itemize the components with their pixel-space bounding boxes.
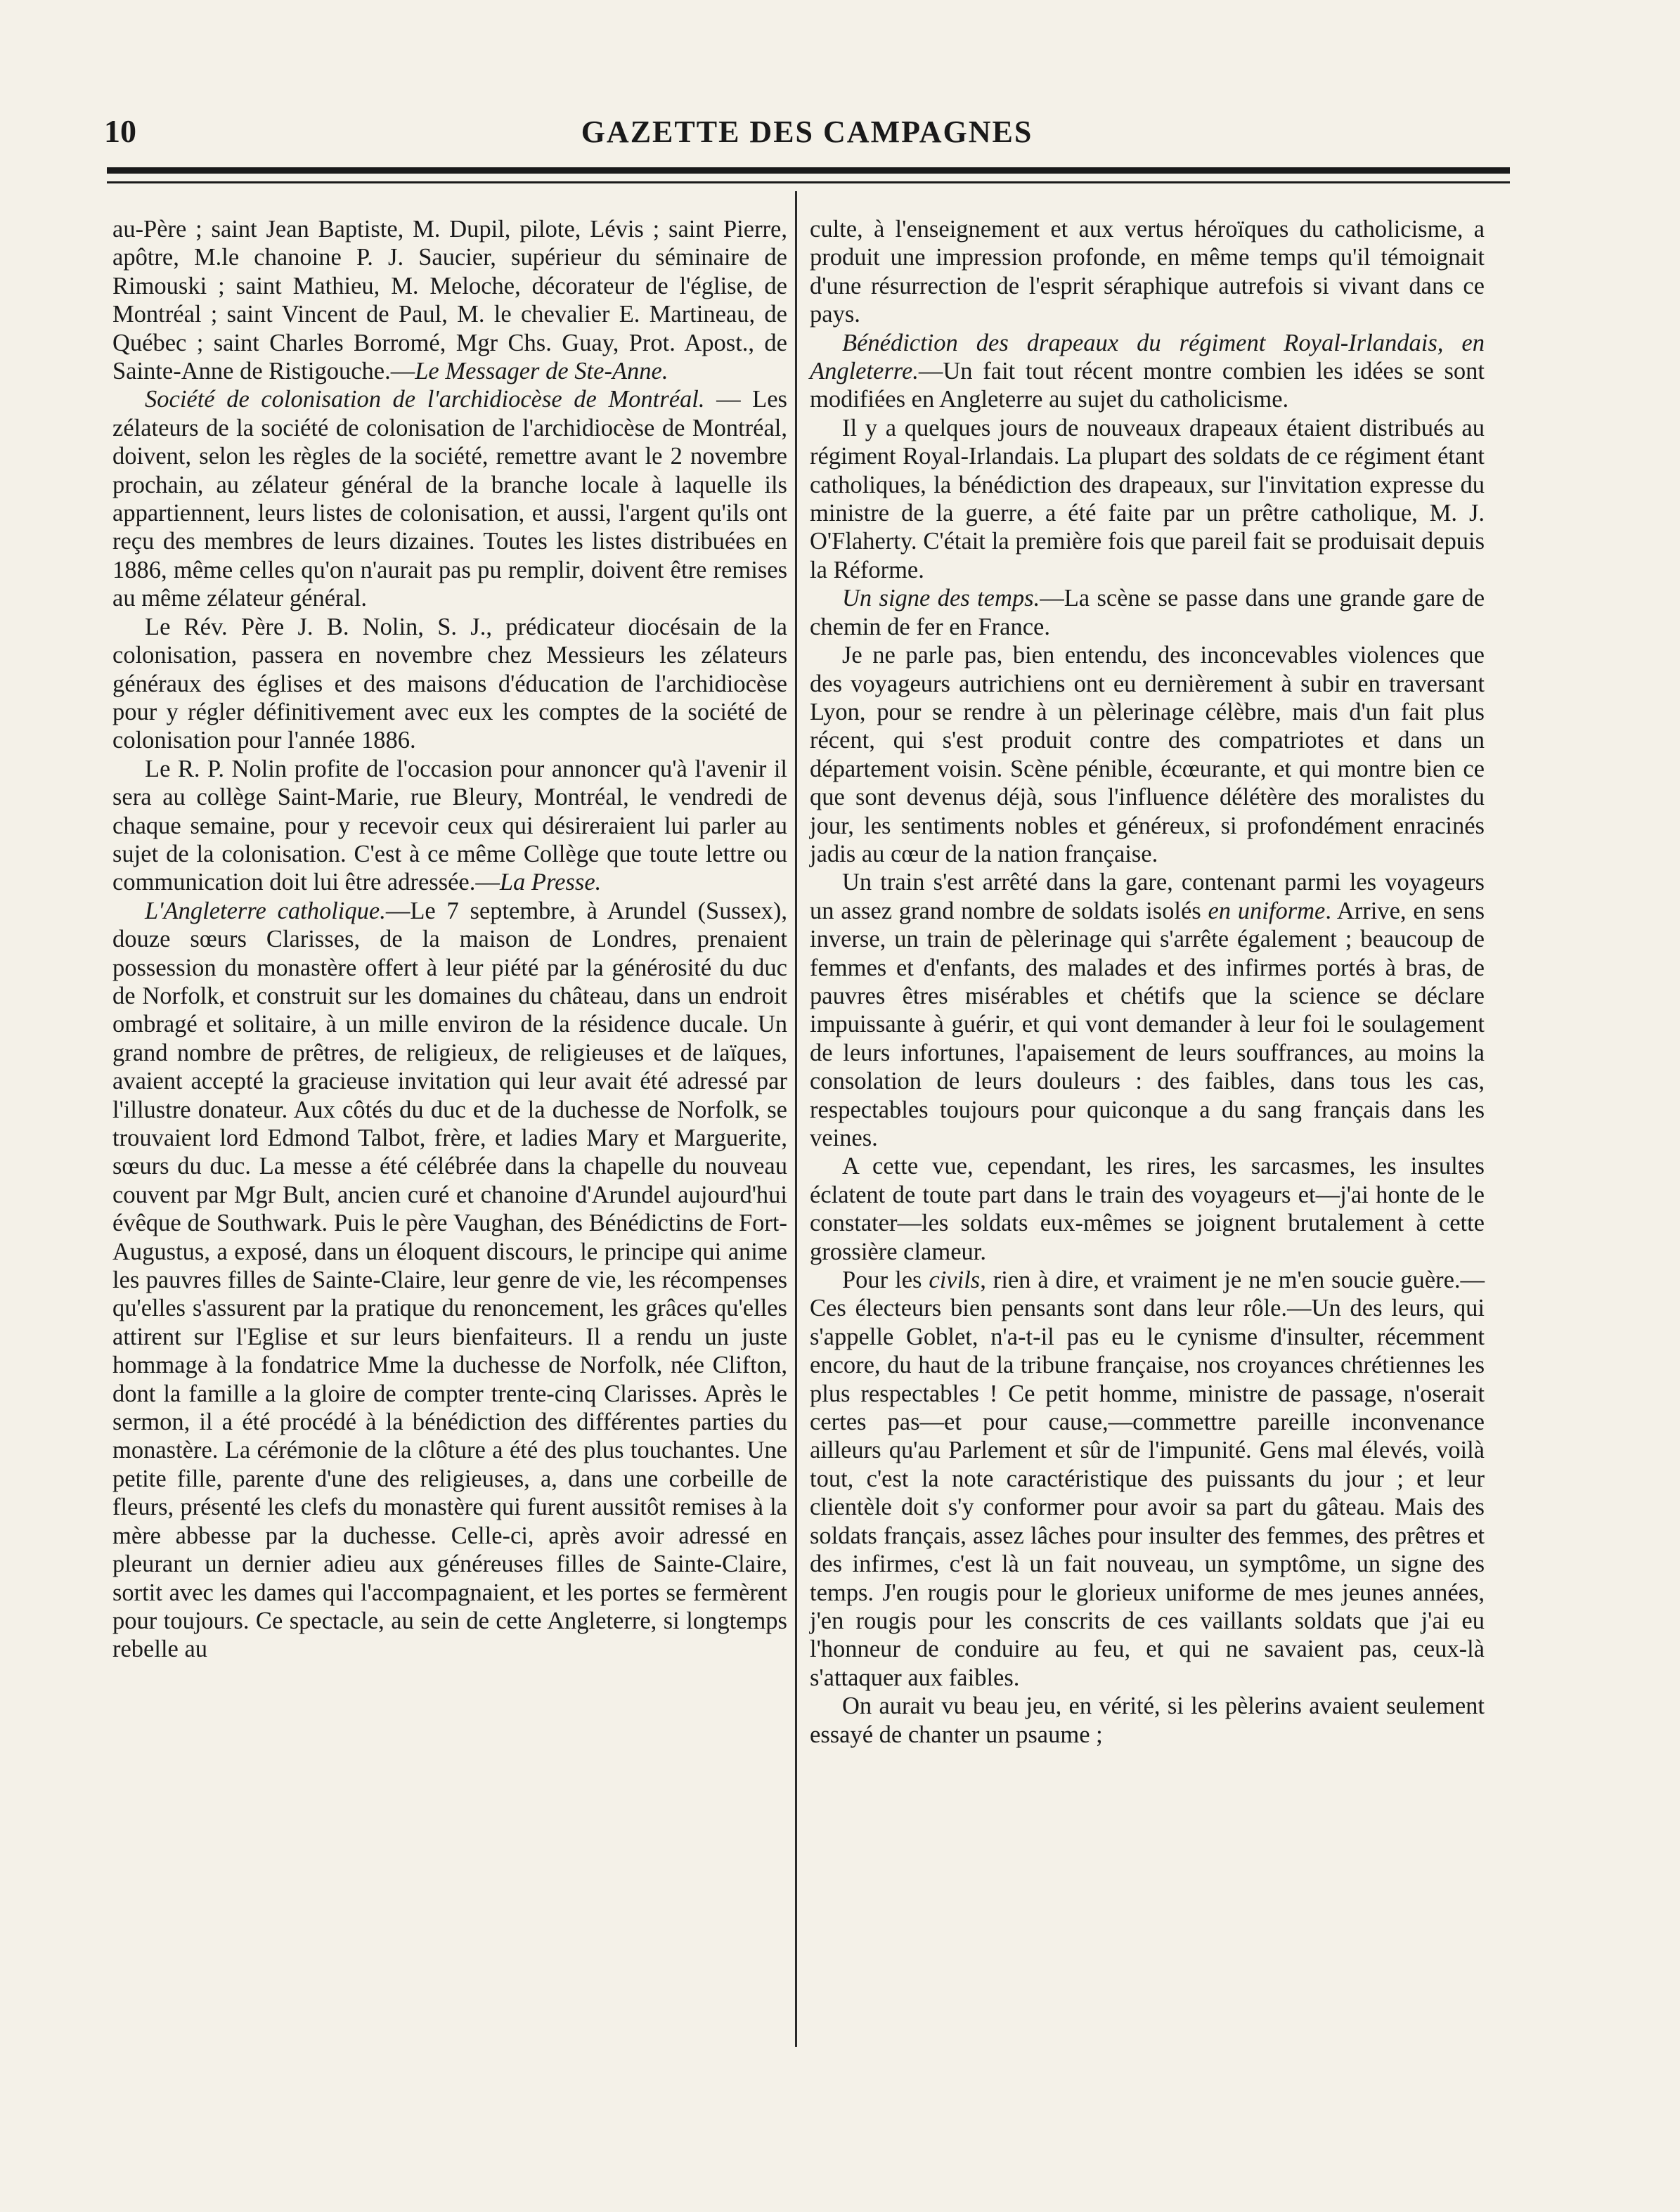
article-title: Bénédiction des drapeaux du régiment Royal-Irlandais, en Angleterre. [810,329,1485,385]
source-citation: Le Messager de Ste-Anne. [415,358,668,385]
paragraph-text: —La scène se passe dans une grande gare de chemin de fer en France. [810,585,1485,640]
paragraph-text: Le R. P. Nolin profite de l'occasion pour annoncer qu'à l'avenir il sera au collège Saint-Marie, rue Bleury, Montréal, le vendredi de chaque semaine, pour y recevoir ceux qui désireraient lui parler au sujet de la colonisation. C'est à ce même Collège que toute lettre ou communication doit lui être adressée.— [112,755,787,896]
paragraph [810,329,1485,414]
emphasis-text: en uniforme [1208,897,1326,924]
paragraph-text: —Le 7 septembre, à Arundel (Sussex), douze sœurs Clarisses, de la maison de Londres, prenaient possession du monastère offert à leur piété par la générosité du duc de Norfolk, et construit sur les domaines du château, dans un endroit ombragé et solitaire, à un mille environ de la résidence ducale. Un grand nombre de prêtres, de religieux, de religieuses et de laïques, avaient accepté la gracieuse invitation qui leur avait été adressé par l'illustre donateur. Aux côtés du duc et de la duchesse de Norfolk, se trouvaient lord Edmond Talbot, frère, et ladies Mary et Marguerite, sœurs du duc. La messe a été célébrée dans la chapelle du nouveau couvent par Mgr Bult, ancien curé et chanoine d'Arundel aujourd'hui évêque de Southwark. Puis le père Vaughan, des Bénédictins de Fort-Augustus, a exposé, dans un éloquent discours, le principe qui anime les pauvres filles de Sainte-Claire, leur genre de vie, les récompenses qu'elles s'assurent par la pratique du renoncement, les grâces qu'elles attirent sur l'Eglise et sur leurs bienfaiteurs. Il a rendu un juste hommage à la fondatrice Mme la duchesse de Norfolk, née Clifton, dont la famille a la gloire de compter trente-cinq Clarisses. Après le sermon, il a été procédé à la bénédiction des différentes parties du monastère. La cérémonie de la clôture a été des plus touchantes. Une petite fille, parente d'une des religieuses, a, dans une corbeille de fleurs, présenté les clefs du monastère qui furent aussitôt remises à la mère abbesse par la duchesse. Celle-ci, après avoir adressé en pleurant un dernier adieu aux généreuses filles de Sainte-Claire, sortit avec les dames qui l'accompagnaient, et les portes se fermèrent pour toujours. Ce spectacle, au sein de cette Angleterre, si longtemps rebelle au [112,897,788,1663]
paragraph [810,641,1485,868]
paragraph-text: Le Rév. Père J. B. Nolin, S. J., prédicateur diocésain de la colonisation, passera en novembre chez Messieurs les zélateurs généraux des églises et des maisons d'éducation de l'archidiocèse pour y régler définitivement avec eux les comptes de la société de colonisation pour l'année 1886. [112,613,787,754]
article-title: Société de colonisation de l'archidiocèse de Montréal. [145,386,705,413]
paragraph [810,1692,1485,1749]
paragraph-text: Je ne parle pas, bien entendu, des inconcevables violences que des voyageurs autrichiens ont eu dernièrement à subir en traversant Lyon, pour se rendre à un pèlerinage célèbre, mais d'un fait plus récent, qui s'est produit contre des compatriotes et dans un département voisin. Scène pénible, écœurante, et qui montre bien ce que sont devenus déjà, sous l'influence délétère des moralistes du jour, les sentiments nobles et généreux, si profondément enracinés jadis au cœur de la nation française. [810,642,1485,867]
paragraph [810,215,1485,329]
column-divider [795,191,797,2047]
paragraph [810,1266,1485,1692]
paragraph [810,868,1485,1152]
paragraph [112,385,787,612]
page-title: GAZETTE DES CAMPAGNES [581,115,1033,149]
paragraph [112,613,787,755]
article-title: L'Angleterre catholique. [145,897,386,924]
article-title: Un signe des temps. [842,585,1040,612]
paragraph [810,414,1485,584]
paragraph-text: — Les zélateurs de la société de colonisation de l'archidiocèse de Montréal, doivent, selon les règles de la société, remettre avant le 2 novembre prochain, au zélateur général de la branche locale à laquelle ils appartiennent, leurs listes de colonisation, et aussi, l'argent qu'ils ont reçu des membres de leurs dizaines. Toutes les listes distribuées en 1886, même celles qu'on n'aurait pas pu remplir, doivent être remises au même zélateur général. [112,386,787,612]
paragraph [810,1152,1485,1266]
paragraph-text: culte, à l'enseignement et aux vertus héroïques du catholicisme, a produit une impression profonde, en même temps qu'il témoignait d'une résurrection de l'esprit séraphique autrefois si vivant dans ce pays. [810,216,1485,328]
emphasis-text: civils [929,1267,981,1294]
paragraph-text: Il y a quelques jours de nouveaux drapeaux étaient distribués au régiment Royal-Irlandais. La plupart des soldats de ce régiment étant catholiques, la bénédiction des drapeaux, sur l'invitation expresse du ministre de la guerre, a été faite par un prêtre catholique, M. J. O'Flaherty. C'était la première fois que pareil fait se produisait depuis la Réforme. [810,414,1485,583]
paragraph [112,755,787,897]
right-column [810,215,1485,1749]
paragraph [810,584,1485,641]
header-rule-thin [107,181,1510,183]
left-column [112,215,787,1664]
paragraph-text: Pour les [842,1267,929,1294]
paragraph-text: , rien à dire, et vraiment je ne m'en soucie guère.—Ces électeurs bien pensants sont dans leur rôle.—Un des leurs, qui s'appelle Goblet, n'a-t-il pas eu le cynisme d'insulter, récemment encore, du haut de la tribune française, nos croyances chrétiennes les plus respectables ! Ce petit homme, ministre de passage, n'oserait certes pas—et pour cause,—commettre pareille inconvenance ailleurs qu'au Parlement et sûr de l'impunité. Gens mal élevés, voilà tout, c'est la note caractéristique des puissants du jour ; et leur clientèle doit s'y conformer pour avoir sa part du gâteau. Mais des soldats français, assez lâches pour insulter des femmes, des prêtres et des infirmes, c'est là un fait nouveau, un symptôme, un signe des temps. J'en rougis pour le glorieux uniforme de mes jeunes années, j'en rougis pour les conscrits de ces vaillants soldats que j'ai eu l'honneur de conduire au feu, et qui ne savaient pas, ceux-là s'attaquer aux faibles. [810,1267,1485,1691]
header-rule-thick [107,167,1510,174]
paragraph-text: au-Père ; saint Jean Baptiste, M. Dupil, pilote, Lévis ; saint Pierre, apôtre, M.le chanoine P. J. Saucier, supérieur du séminaire de Rimouski ; saint Mathieu, M. Meloche, décorateur de l'église, de Montréal ; saint Vincent de Paul, M. le chevalier E. Martineau, de Québec ; saint Charles Borromé, Mgr Chs. Guay, Prot. Apost., de Sainte-Anne de Ristigouche.— [112,216,787,385]
source-citation: La Presse. [499,869,602,896]
paragraph [112,215,787,385]
paragraph-text: A cette vue, cependant, les rires, les sarcasmes, les insultes éclatent de toute part dans le train des voyageurs et—j'ai honte de le constater—les soldats eux-mêmes se joignent brutalement à cette grossière clameur. [810,1153,1485,1265]
page-header [104,107,1510,156]
page-number: 10 [104,113,136,149]
paragraph-text: . Arrive, en sens inverse, un train de pèlerinage qui s'arrête également ; beaucoup de femmes et d'enfants, des malades et des infirmes portés à bras, de pauvres êtres misérables et chétifs que la science se déclare impuissante à guérir, et qui vont demander à leur foi le soulagement de leurs infortunes, l'apaisement de leurs souffrances, au moins la consolation de leurs douleurs : des faibles, dans tous les cas, respectables toujours pour quiconque a du sang français dans les veines. [810,897,1485,1151]
paragraph-text: —Un fait tout récent montre combien les idées se sont modifiées en Angleterre au sujet du catholicisme. [810,358,1485,413]
paragraph [112,897,787,1664]
paragraph-text: On aurait vu beau jeu, en vérité, si les pèlerins avaient seulement essayé de chanter un psaume ; [810,1693,1485,1748]
paragraph-text: Un train s'est arrêté dans la gare, contenant parmi les voyageurs un assez grand nombre de soldats isolés [810,869,1485,924]
